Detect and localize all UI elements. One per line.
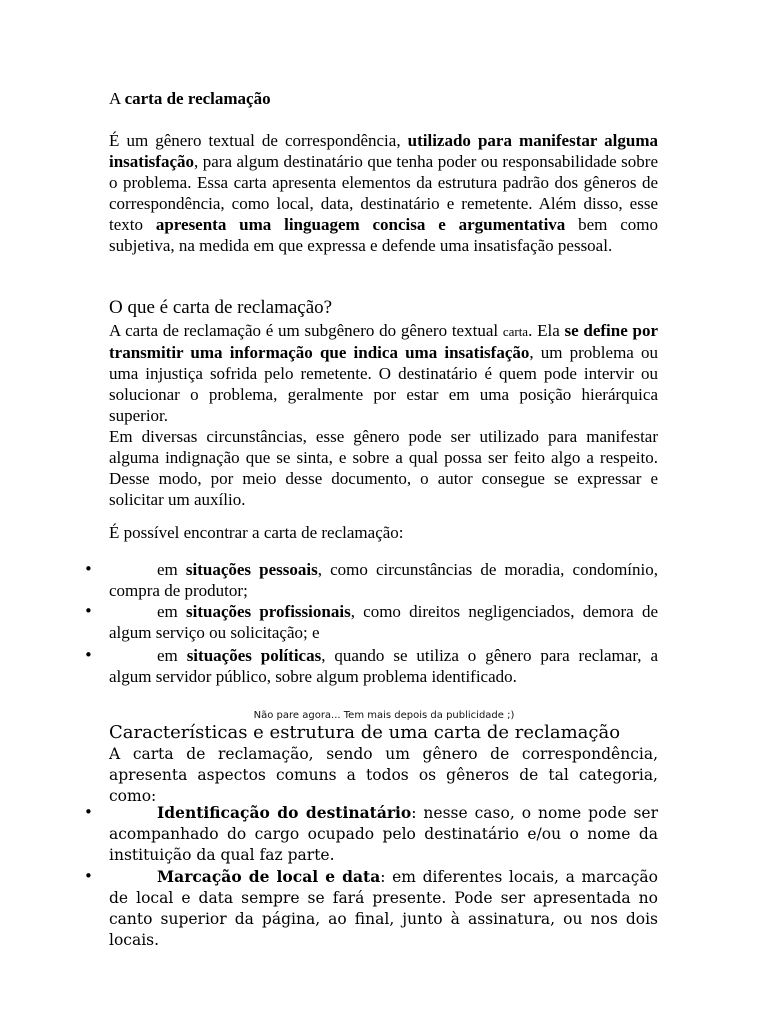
- bullet-bold: situações pessoais: [185, 560, 318, 579]
- s1p1-small: carta: [502, 324, 529, 339]
- document-title: [109, 88, 658, 109]
- list-item: [109, 645, 658, 687]
- s2p1-text: A carta de reclamação, sendo um gênero de correspondência, apresenta aspectos comuns a todos os gêneros de tal categoria, como:: [109, 745, 658, 805]
- bullet-prefix: em: [157, 602, 186, 621]
- bullet-text: : nesse caso, o nome pode ser acompanhado do cargo ocupado pelo destinatário e/ou o nome da instituição da qual faz parte.: [109, 804, 658, 864]
- bullet-marker: •: [84, 803, 93, 821]
- s1p1-text-1: A carta de reclamação é um subgênero do gênero textual: [109, 321, 503, 340]
- bullet-bold: Marcação de local e data: [157, 867, 381, 886]
- bullet-prefix: em: [157, 646, 187, 665]
- bullet-bold: situações profissionais: [185, 602, 351, 621]
- section1-paragraph-2: Em diversas circunstâncias, esse gênero pode ser utilizado para manifestar alguma indignação que se sinta, e sobre a qual possa ser feito algo a respeito. Desse modo, por meio desse documento, o autor consegue se expressar e solicitar um auxílio.: [109, 427, 658, 509]
- bullet-prefix: em: [157, 560, 186, 579]
- s1p1-text-2: . Ela: [528, 321, 565, 340]
- list-item: [109, 866, 658, 951]
- bullet-bold: situações políticas: [186, 646, 322, 665]
- section2-heading-text: Características e estrutura de uma carta de reclamação: [109, 722, 621, 743]
- intro-bold-1: utilizado para manifestar alguma insatisfação: [109, 131, 658, 171]
- bullet-text: , quando se utiliza o gênero para reclamar, a algum servidor público, sobre algum problema identificado.: [109, 646, 659, 686]
- s1p1-bold: se define por transmitir uma informação que indica uma insatisfação: [109, 321, 659, 362]
- section2-heading: [109, 722, 658, 744]
- s1p1-text-3: , um problema ou uma injustiça sofrida pelo remetente. O destinatário é quem pode intervir ou solucionar o problema, geralmente por estar em uma posição hierárquica superior.: [109, 343, 658, 425]
- intro-text-2: , para algum destinatário que tenha poder ou responsabilidade sobre o problema. Essa carta apresenta elementos da estrutura padrão dos gêneros de correspondência, como local, data, destinatário e remetente. Além disso, esse texto: [109, 152, 658, 234]
- section1-paragraph-1: [109, 320, 658, 510]
- s1p3-text: É possível encontrar a carta de reclamação:: [109, 523, 404, 542]
- bullet-marker: •: [84, 646, 93, 664]
- section1-heading-text: O que é carta de reclamação?: [109, 297, 333, 318]
- intro-text-3: bem como subjetiva, na medida em que expressa e defende uma insatisfação pessoal.: [109, 215, 658, 255]
- section1-heading: [109, 297, 658, 319]
- title-letter: A: [109, 89, 121, 108]
- list-item: [109, 601, 658, 643]
- intro-bold-2: apresenta uma linguagem concisa e argumentativa: [155, 215, 566, 234]
- bullet-marker: •: [84, 602, 93, 620]
- list-item: [109, 559, 658, 601]
- section2-paragraph: [109, 744, 658, 807]
- bullet-text: : em diferentes locais, a marcação de local e data sempre se fará presente. Pode ser apresentada no canto superior da página, ao final, junto à assinatura, ou nos dois locais.: [109, 868, 658, 949]
- bullet-bold: Identificação do destinatário: [157, 803, 412, 822]
- intro-text-1: É um gênero textual de correspondência,: [109, 131, 408, 150]
- section1-paragraph-3: [109, 522, 658, 543]
- intro-paragraph: [109, 130, 658, 256]
- ad-notice: Não pare agora... Tem mais depois da publicidade ;): [253, 710, 515, 721]
- bullet-text: , como direitos negligenciados, demora de algum serviço ou solicitação; e: [109, 602, 658, 642]
- title-text: carta de reclamação: [124, 89, 271, 108]
- bullet-marker: •: [84, 867, 93, 885]
- list-item: [109, 802, 658, 866]
- bullet-text: , como circunstâncias de moradia, condomínio, compra de produtor;: [109, 560, 658, 600]
- bullet-marker: •: [84, 560, 93, 578]
